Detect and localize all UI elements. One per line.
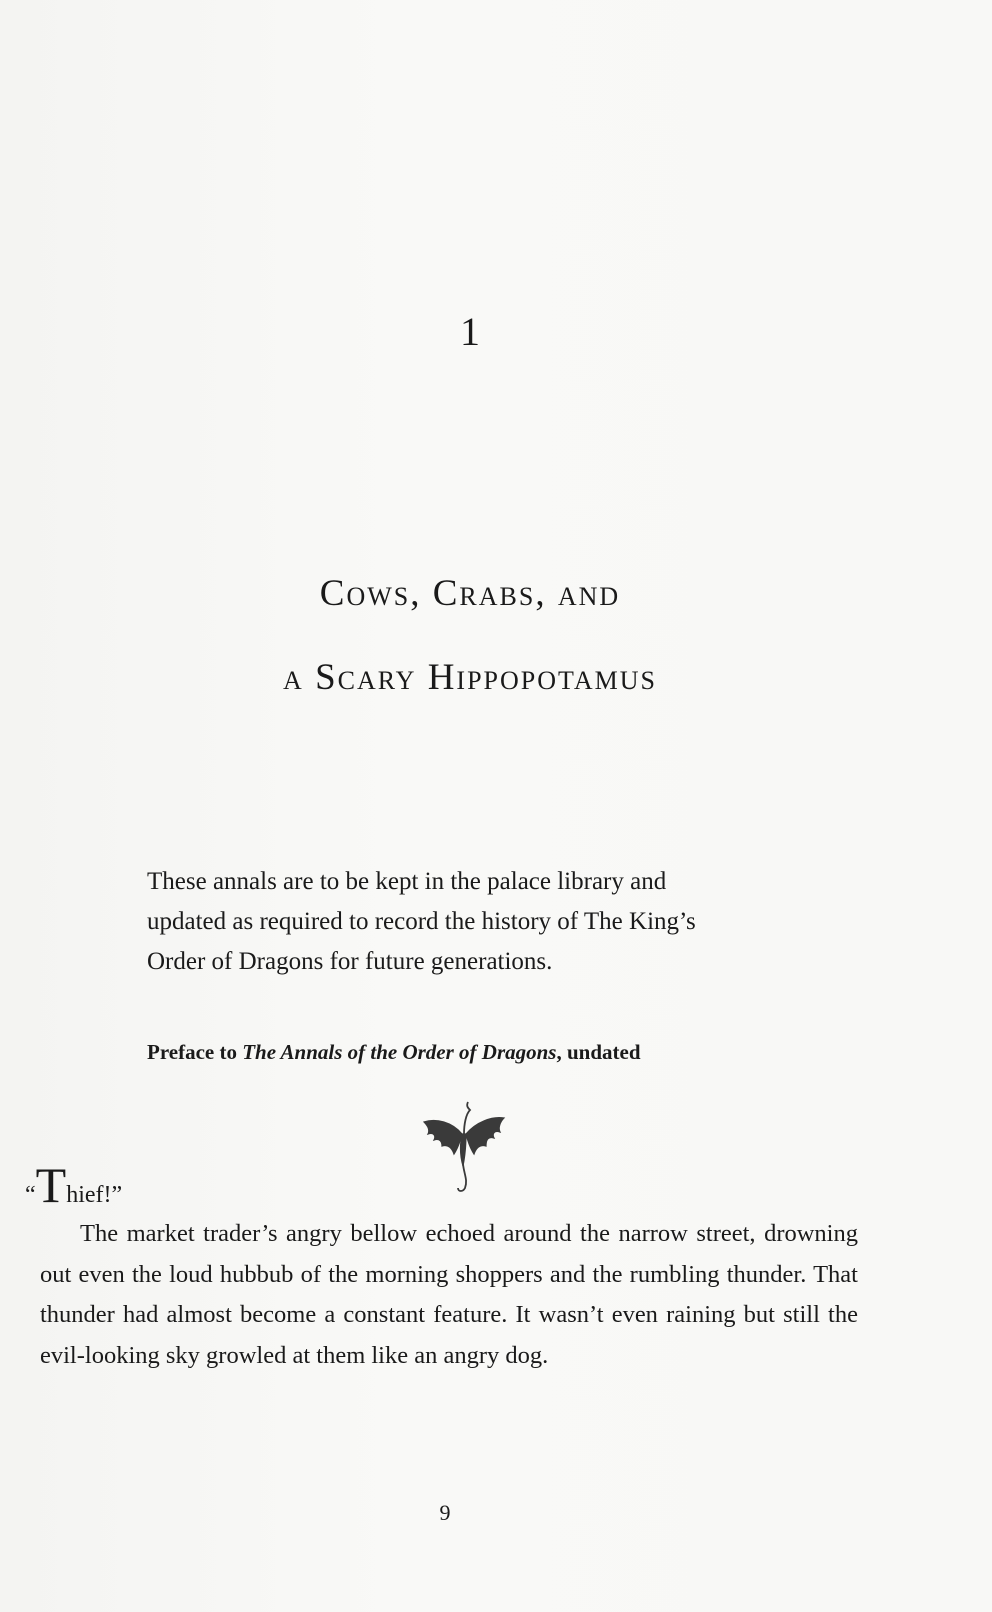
epigraph-source	[147, 1040, 787, 1065]
drop-cap: T	[35, 1157, 67, 1213]
opening-line	[25, 1157, 123, 1213]
chapter-title-line-2: a Scary Hippopotamus	[283, 657, 657, 698]
chapter-number: 1	[460, 309, 480, 354]
epigraph-source-prefix: Preface to	[147, 1040, 243, 1064]
dragon-ornament-icon	[418, 1100, 508, 1200]
chapter-title	[150, 552, 790, 720]
epigraph-source-title: The Annals of the Order of Dragons	[242, 1040, 557, 1064]
epigraph-text: These annals are to be kept in the palace library and updated as required to record the history of The King’s Order of Dragons for future generations.	[147, 868, 696, 975]
chapter-title-line-1: Cows, Crabs, and	[319, 573, 621, 614]
opening-rest: hief!”	[66, 1182, 123, 1208]
epigraph-source-suffix: , undated	[556, 1040, 641, 1064]
open-quote: “	[25, 1182, 36, 1208]
body-paragraph: The market trader’s angry bellow echoed around the narrow street, drowning out even the loud hubbub of the morning shoppers and the rumbling thunder. That thunder had almost become a constant feature. It wasn’t even raining but still the evil-looking sky growled at them like an angry dog.	[40, 1220, 858, 1369]
page-number: 9	[439, 1500, 451, 1525]
